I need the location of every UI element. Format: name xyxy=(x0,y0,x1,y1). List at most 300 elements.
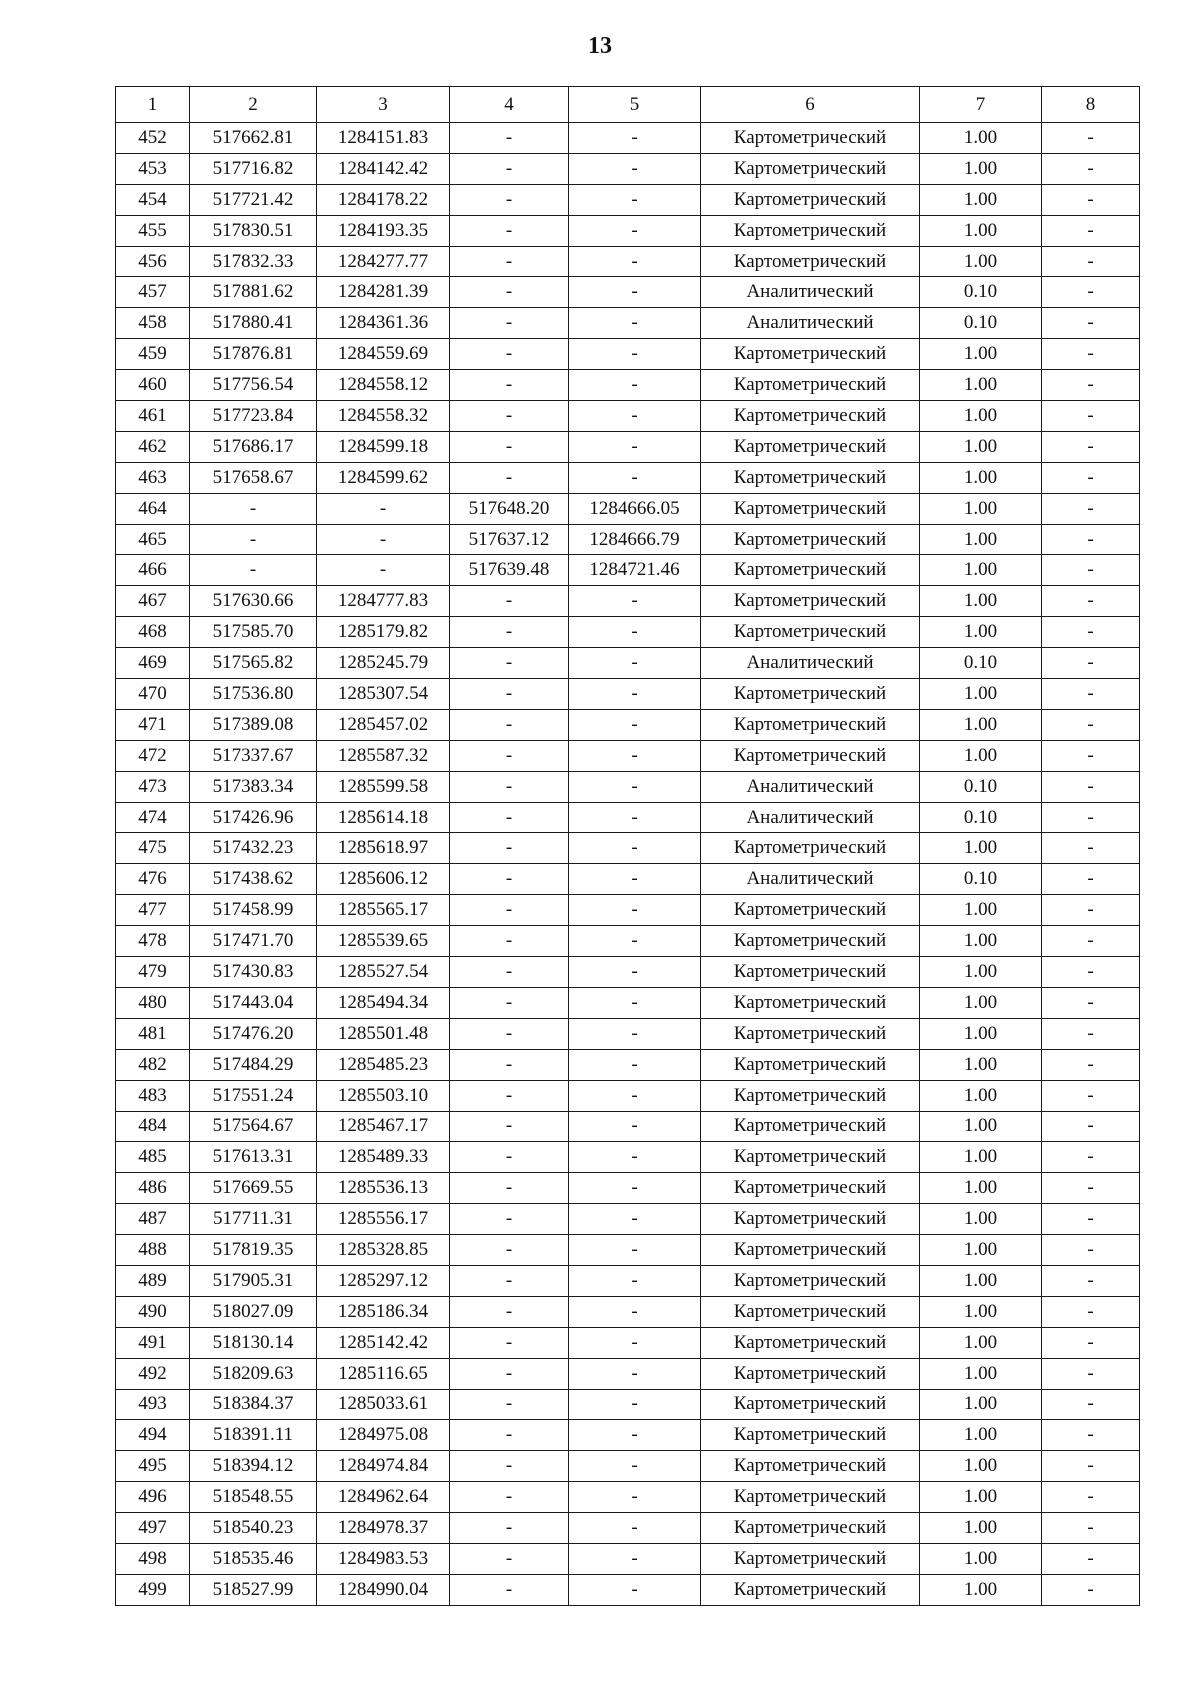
x-new-coordinate-cell: - xyxy=(450,1482,569,1513)
point-number-cell: 452 xyxy=(116,123,190,154)
point-number-cell: 455 xyxy=(116,215,190,246)
y-new-coordinate-cell: - xyxy=(569,864,701,895)
table-row xyxy=(116,153,1140,184)
y-new-coordinate-cell: - xyxy=(569,1327,701,1358)
point-number-cell: 495 xyxy=(116,1451,190,1482)
method-cell: Картометрический xyxy=(701,679,920,710)
x-new-coordinate-cell: - xyxy=(450,1451,569,1482)
accuracy-cell: 0.10 xyxy=(920,802,1042,833)
note-cell: - xyxy=(1042,123,1140,154)
x-coordinate-cell: 517536.80 xyxy=(190,679,317,710)
y-new-coordinate-cell: - xyxy=(569,802,701,833)
y-new-coordinate-cell: 1284666.05 xyxy=(569,493,701,524)
point-number-cell: 462 xyxy=(116,431,190,462)
point-number-cell: 491 xyxy=(116,1327,190,1358)
method-cell: Картометрический xyxy=(701,1513,920,1544)
table-row xyxy=(116,1142,1140,1173)
y-new-coordinate-cell: - xyxy=(569,370,701,401)
accuracy-cell: 1.00 xyxy=(920,1327,1042,1358)
y-new-coordinate-cell: - xyxy=(569,1173,701,1204)
table-row xyxy=(116,462,1140,493)
accuracy-cell: 0.10 xyxy=(920,277,1042,308)
y-coordinate-cell: 1285245.79 xyxy=(317,648,450,679)
column-header: 1 xyxy=(116,87,190,123)
note-cell: - xyxy=(1042,1080,1140,1111)
accuracy-cell: 1.00 xyxy=(920,555,1042,586)
method-cell: Картометрический xyxy=(701,524,920,555)
y-coordinate-cell: 1285527.54 xyxy=(317,957,450,988)
y-new-coordinate-cell: - xyxy=(569,215,701,246)
point-number-cell: 496 xyxy=(116,1482,190,1513)
note-cell: - xyxy=(1042,1018,1140,1049)
y-new-coordinate-cell: - xyxy=(569,586,701,617)
point-number-cell: 466 xyxy=(116,555,190,586)
point-number-cell: 475 xyxy=(116,833,190,864)
y-new-coordinate-cell: - xyxy=(569,1204,701,1235)
x-new-coordinate-cell: - xyxy=(450,957,569,988)
accuracy-cell: 1.00 xyxy=(920,370,1042,401)
point-number-cell: 487 xyxy=(116,1204,190,1235)
point-number-cell: 493 xyxy=(116,1389,190,1420)
x-coordinate-cell: 517880.41 xyxy=(190,308,317,339)
x-new-coordinate-cell: - xyxy=(450,802,569,833)
x-coordinate-cell: 517630.66 xyxy=(190,586,317,617)
accuracy-cell: 1.00 xyxy=(920,895,1042,926)
method-cell: Аналитический xyxy=(701,648,920,679)
note-cell: - xyxy=(1042,184,1140,215)
point-number-cell: 457 xyxy=(116,277,190,308)
note-cell: - xyxy=(1042,771,1140,802)
x-new-coordinate-cell: - xyxy=(450,1080,569,1111)
y-coordinate-cell: 1285467.17 xyxy=(317,1111,450,1142)
method-cell: Картометрический xyxy=(701,1420,920,1451)
accuracy-cell: 1.00 xyxy=(920,1204,1042,1235)
table-row xyxy=(116,401,1140,432)
method-cell: Картометрический xyxy=(701,1080,920,1111)
x-new-coordinate-cell: 517637.12 xyxy=(450,524,569,555)
method-cell: Картометрический xyxy=(701,1543,920,1574)
x-new-coordinate-cell: - xyxy=(450,1358,569,1389)
table-body xyxy=(116,123,1140,1606)
point-number-cell: 476 xyxy=(116,864,190,895)
table-row xyxy=(116,524,1140,555)
method-cell: Картометрический xyxy=(701,462,920,493)
x-new-coordinate-cell: - xyxy=(450,709,569,740)
y-new-coordinate-cell: - xyxy=(569,648,701,679)
x-new-coordinate-cell: - xyxy=(450,123,569,154)
y-coordinate-cell: 1284559.69 xyxy=(317,339,450,370)
method-cell: Картометрический xyxy=(701,493,920,524)
note-cell: - xyxy=(1042,1389,1140,1420)
y-new-coordinate-cell: - xyxy=(569,431,701,462)
x-coordinate-cell: 517337.67 xyxy=(190,740,317,771)
y-coordinate-cell: 1284361.36 xyxy=(317,308,450,339)
note-cell: - xyxy=(1042,957,1140,988)
note-cell: - xyxy=(1042,401,1140,432)
accuracy-cell: 1.00 xyxy=(920,1358,1042,1389)
point-number-cell: 481 xyxy=(116,1018,190,1049)
accuracy-cell: 1.00 xyxy=(920,1235,1042,1266)
method-cell: Аналитический xyxy=(701,308,920,339)
y-coordinate-cell: 1285186.34 xyxy=(317,1296,450,1327)
y-new-coordinate-cell: - xyxy=(569,1420,701,1451)
point-number-cell: 499 xyxy=(116,1574,190,1605)
table-row xyxy=(116,833,1140,864)
y-coordinate-cell: 1285536.13 xyxy=(317,1173,450,1204)
x-new-coordinate-cell: - xyxy=(450,1574,569,1605)
x-new-coordinate-cell: - xyxy=(450,586,569,617)
accuracy-cell: 1.00 xyxy=(920,1389,1042,1420)
y-new-coordinate-cell: - xyxy=(569,1111,701,1142)
y-new-coordinate-cell: - xyxy=(569,308,701,339)
table-row xyxy=(116,277,1140,308)
accuracy-cell: 1.00 xyxy=(920,431,1042,462)
method-cell: Картометрический xyxy=(701,401,920,432)
y-new-coordinate-cell: - xyxy=(569,1482,701,1513)
y-new-coordinate-cell: - xyxy=(569,339,701,370)
note-cell: - xyxy=(1042,308,1140,339)
y-coordinate-cell: 1285307.54 xyxy=(317,679,450,710)
point-number-cell: 498 xyxy=(116,1543,190,1574)
accuracy-cell: 1.00 xyxy=(920,462,1042,493)
x-coordinate-cell: 517484.29 xyxy=(190,1049,317,1080)
point-number-cell: 464 xyxy=(116,493,190,524)
y-coordinate-cell: 1285328.85 xyxy=(317,1235,450,1266)
y-coordinate-cell: 1284277.77 xyxy=(317,246,450,277)
point-number-cell: 459 xyxy=(116,339,190,370)
x-coordinate-cell: 517876.81 xyxy=(190,339,317,370)
method-cell: Картометрический xyxy=(701,246,920,277)
method-cell: Картометрический xyxy=(701,1451,920,1482)
method-cell: Картометрический xyxy=(701,370,920,401)
accuracy-cell: 1.00 xyxy=(920,153,1042,184)
x-coordinate-cell: 517585.70 xyxy=(190,617,317,648)
table-row xyxy=(116,308,1140,339)
y-coordinate-cell: 1284151.83 xyxy=(317,123,450,154)
note-cell: - xyxy=(1042,1420,1140,1451)
header-row xyxy=(116,87,1140,123)
point-number-cell: 467 xyxy=(116,586,190,617)
method-cell: Картометрический xyxy=(701,833,920,864)
y-coordinate-cell: 1284599.18 xyxy=(317,431,450,462)
point-number-cell: 453 xyxy=(116,153,190,184)
x-new-coordinate-cell: - xyxy=(450,339,569,370)
column-header: 3 xyxy=(317,87,450,123)
note-cell: - xyxy=(1042,586,1140,617)
x-new-coordinate-cell: - xyxy=(450,1420,569,1451)
note-cell: - xyxy=(1042,1173,1140,1204)
accuracy-cell: 1.00 xyxy=(920,123,1042,154)
note-cell: - xyxy=(1042,1327,1140,1358)
x-coordinate-cell: - xyxy=(190,493,317,524)
method-cell: Картометрический xyxy=(701,1049,920,1080)
note-cell: - xyxy=(1042,648,1140,679)
method-cell: Картометрический xyxy=(701,1111,920,1142)
note-cell: - xyxy=(1042,1574,1140,1605)
table-row xyxy=(116,1389,1140,1420)
y-coordinate-cell: 1284983.53 xyxy=(317,1543,450,1574)
accuracy-cell: 1.00 xyxy=(920,586,1042,617)
table-row xyxy=(116,123,1140,154)
point-number-cell: 469 xyxy=(116,648,190,679)
y-coordinate-cell: 1285503.10 xyxy=(317,1080,450,1111)
x-coordinate-cell: 518527.99 xyxy=(190,1574,317,1605)
note-cell: - xyxy=(1042,493,1140,524)
x-coordinate-cell: 517881.62 xyxy=(190,277,317,308)
note-cell: - xyxy=(1042,1296,1140,1327)
table-row xyxy=(116,864,1140,895)
method-cell: Картометрический xyxy=(701,339,920,370)
accuracy-cell: 1.00 xyxy=(920,1265,1042,1296)
x-coordinate-cell: 518540.23 xyxy=(190,1513,317,1544)
table-row xyxy=(116,370,1140,401)
x-new-coordinate-cell: 517639.48 xyxy=(450,555,569,586)
table-row xyxy=(116,1265,1140,1296)
y-new-coordinate-cell: - xyxy=(569,123,701,154)
y-new-coordinate-cell: - xyxy=(569,771,701,802)
y-coordinate-cell: 1285142.42 xyxy=(317,1327,450,1358)
x-new-coordinate-cell: - xyxy=(450,431,569,462)
note-cell: - xyxy=(1042,895,1140,926)
x-coordinate-cell: 517686.17 xyxy=(190,431,317,462)
method-cell: Картометрический xyxy=(701,1327,920,1358)
x-new-coordinate-cell: - xyxy=(450,1018,569,1049)
coordinates-table xyxy=(115,86,1140,1606)
accuracy-cell: 1.00 xyxy=(920,1574,1042,1605)
accuracy-cell: 1.00 xyxy=(920,1080,1042,1111)
method-cell: Аналитический xyxy=(701,771,920,802)
accuracy-cell: 1.00 xyxy=(920,1543,1042,1574)
accuracy-cell: 1.00 xyxy=(920,184,1042,215)
column-header: 6 xyxy=(701,87,920,123)
table-row xyxy=(116,1018,1140,1049)
column-header: 8 xyxy=(1042,87,1140,123)
table-row xyxy=(116,957,1140,988)
method-cell: Картометрический xyxy=(701,1142,920,1173)
x-new-coordinate-cell: 517648.20 xyxy=(450,493,569,524)
accuracy-cell: 1.00 xyxy=(920,1420,1042,1451)
table-row xyxy=(116,431,1140,462)
note-cell: - xyxy=(1042,617,1140,648)
accuracy-cell: 1.00 xyxy=(920,401,1042,432)
accuracy-cell: 1.00 xyxy=(920,339,1042,370)
y-new-coordinate-cell: - xyxy=(569,277,701,308)
accuracy-cell: 1.00 xyxy=(920,1513,1042,1544)
point-number-cell: 471 xyxy=(116,709,190,740)
method-cell: Картометрический xyxy=(701,184,920,215)
accuracy-cell: 1.00 xyxy=(920,1173,1042,1204)
note-cell: - xyxy=(1042,802,1140,833)
column-header: 4 xyxy=(450,87,569,123)
table-row xyxy=(116,771,1140,802)
point-number-cell: 488 xyxy=(116,1235,190,1266)
y-new-coordinate-cell: - xyxy=(569,153,701,184)
y-coordinate-cell: 1285501.48 xyxy=(317,1018,450,1049)
table-row xyxy=(116,1513,1140,1544)
y-coordinate-cell: 1285297.12 xyxy=(317,1265,450,1296)
table-row xyxy=(116,215,1140,246)
y-new-coordinate-cell: - xyxy=(569,679,701,710)
table-row xyxy=(116,895,1140,926)
table-row xyxy=(116,926,1140,957)
y-new-coordinate-cell: - xyxy=(569,987,701,1018)
method-cell: Картометрический xyxy=(701,1358,920,1389)
note-cell: - xyxy=(1042,1265,1140,1296)
point-number-cell: 458 xyxy=(116,308,190,339)
y-coordinate-cell: 1285494.34 xyxy=(317,987,450,1018)
point-number-cell: 479 xyxy=(116,957,190,988)
note-cell: - xyxy=(1042,740,1140,771)
x-coordinate-cell: 517832.33 xyxy=(190,246,317,277)
accuracy-cell: 1.00 xyxy=(920,987,1042,1018)
method-cell: Картометрический xyxy=(701,555,920,586)
point-number-cell: 486 xyxy=(116,1173,190,1204)
x-coordinate-cell: 518130.14 xyxy=(190,1327,317,1358)
method-cell: Картометрический xyxy=(701,895,920,926)
x-new-coordinate-cell: - xyxy=(450,679,569,710)
x-coordinate-cell: 517711.31 xyxy=(190,1204,317,1235)
x-new-coordinate-cell: - xyxy=(450,462,569,493)
y-coordinate-cell: 1284193.35 xyxy=(317,215,450,246)
point-number-cell: 492 xyxy=(116,1358,190,1389)
y-new-coordinate-cell: - xyxy=(569,1296,701,1327)
point-number-cell: 490 xyxy=(116,1296,190,1327)
x-coordinate-cell: 517458.99 xyxy=(190,895,317,926)
x-new-coordinate-cell: - xyxy=(450,1111,569,1142)
y-coordinate-cell: 1285556.17 xyxy=(317,1204,450,1235)
accuracy-cell: 1.00 xyxy=(920,709,1042,740)
x-coordinate-cell: 517471.70 xyxy=(190,926,317,957)
x-new-coordinate-cell: - xyxy=(450,1513,569,1544)
x-coordinate-cell: 517723.84 xyxy=(190,401,317,432)
y-new-coordinate-cell: - xyxy=(569,895,701,926)
table-row xyxy=(116,1080,1140,1111)
table-row xyxy=(116,1173,1140,1204)
x-new-coordinate-cell: - xyxy=(450,401,569,432)
x-coordinate-cell: 517716.82 xyxy=(190,153,317,184)
method-cell: Аналитический xyxy=(701,277,920,308)
point-number-cell: 494 xyxy=(116,1420,190,1451)
table-row xyxy=(116,1482,1140,1513)
y-coordinate-cell: 1285489.33 xyxy=(317,1142,450,1173)
y-new-coordinate-cell: - xyxy=(569,1265,701,1296)
note-cell: - xyxy=(1042,709,1140,740)
note-cell: - xyxy=(1042,153,1140,184)
point-number-cell: 454 xyxy=(116,184,190,215)
accuracy-cell: 0.10 xyxy=(920,864,1042,895)
table-row xyxy=(116,1451,1140,1482)
table-row xyxy=(116,709,1140,740)
accuracy-cell: 1.00 xyxy=(920,215,1042,246)
y-new-coordinate-cell: - xyxy=(569,617,701,648)
x-new-coordinate-cell: - xyxy=(450,895,569,926)
table-row xyxy=(116,493,1140,524)
x-new-coordinate-cell: - xyxy=(450,740,569,771)
accuracy-cell: 1.00 xyxy=(920,246,1042,277)
point-number-cell: 470 xyxy=(116,679,190,710)
y-new-coordinate-cell: - xyxy=(569,957,701,988)
point-number-cell: 497 xyxy=(116,1513,190,1544)
x-coordinate-cell: 517669.55 xyxy=(190,1173,317,1204)
table-row xyxy=(116,648,1140,679)
x-coordinate-cell: 518394.12 xyxy=(190,1451,317,1482)
y-new-coordinate-cell: - xyxy=(569,709,701,740)
y-coordinate-cell: 1285599.58 xyxy=(317,771,450,802)
method-cell: Картометрический xyxy=(701,431,920,462)
method-cell: Картометрический xyxy=(701,1389,920,1420)
x-coordinate-cell: 517658.67 xyxy=(190,462,317,493)
note-cell: - xyxy=(1042,1204,1140,1235)
accuracy-cell: 1.00 xyxy=(920,833,1042,864)
note-cell: - xyxy=(1042,246,1140,277)
method-cell: Аналитический xyxy=(701,802,920,833)
table-row xyxy=(116,617,1140,648)
y-new-coordinate-cell: - xyxy=(569,246,701,277)
x-new-coordinate-cell: - xyxy=(450,1265,569,1296)
y-coordinate-cell: 1284599.62 xyxy=(317,462,450,493)
note-cell: - xyxy=(1042,1049,1140,1080)
point-number-cell: 465 xyxy=(116,524,190,555)
table-row xyxy=(116,1049,1140,1080)
point-number-cell: 484 xyxy=(116,1111,190,1142)
accuracy-cell: 1.00 xyxy=(920,1111,1042,1142)
point-number-cell: 460 xyxy=(116,370,190,401)
note-cell: - xyxy=(1042,833,1140,864)
table-row xyxy=(116,1235,1140,1266)
method-cell: Картометрический xyxy=(701,957,920,988)
method-cell: Картометрический xyxy=(701,1018,920,1049)
y-new-coordinate-cell: - xyxy=(569,184,701,215)
y-coordinate-cell: 1284558.32 xyxy=(317,401,450,432)
accuracy-cell: 1.00 xyxy=(920,679,1042,710)
x-new-coordinate-cell: - xyxy=(450,1204,569,1235)
x-coordinate-cell: 518535.46 xyxy=(190,1543,317,1574)
y-coordinate-cell: 1285618.97 xyxy=(317,833,450,864)
point-number-cell: 472 xyxy=(116,740,190,771)
x-new-coordinate-cell: - xyxy=(450,1049,569,1080)
x-new-coordinate-cell: - xyxy=(450,277,569,308)
y-new-coordinate-cell: - xyxy=(569,462,701,493)
table-row xyxy=(116,586,1140,617)
note-cell: - xyxy=(1042,1142,1140,1173)
method-cell: Картометрический xyxy=(701,1204,920,1235)
y-new-coordinate-cell: - xyxy=(569,740,701,771)
y-coordinate-cell: 1285565.17 xyxy=(317,895,450,926)
point-number-cell: 456 xyxy=(116,246,190,277)
y-new-coordinate-cell: - xyxy=(569,1358,701,1389)
accuracy-cell: 0.10 xyxy=(920,308,1042,339)
x-coordinate-cell: 517613.31 xyxy=(190,1142,317,1173)
x-coordinate-cell: 517383.34 xyxy=(190,771,317,802)
point-number-cell: 478 xyxy=(116,926,190,957)
table-row xyxy=(116,987,1140,1018)
method-cell: Картометрический xyxy=(701,1173,920,1204)
note-cell: - xyxy=(1042,1235,1140,1266)
x-coordinate-cell: 518391.11 xyxy=(190,1420,317,1451)
y-new-coordinate-cell: - xyxy=(569,1543,701,1574)
method-cell: Картометрический xyxy=(701,1482,920,1513)
method-cell: Картометрический xyxy=(701,1574,920,1605)
page-number: 13 xyxy=(588,33,612,59)
method-cell: Картометрический xyxy=(701,987,920,1018)
accuracy-cell: 1.00 xyxy=(920,1451,1042,1482)
x-new-coordinate-cell: - xyxy=(450,926,569,957)
method-cell: Картометрический xyxy=(701,617,920,648)
x-coordinate-cell: 517721.42 xyxy=(190,184,317,215)
x-new-coordinate-cell: - xyxy=(450,648,569,679)
x-new-coordinate-cell: - xyxy=(450,833,569,864)
y-new-coordinate-cell: - xyxy=(569,833,701,864)
